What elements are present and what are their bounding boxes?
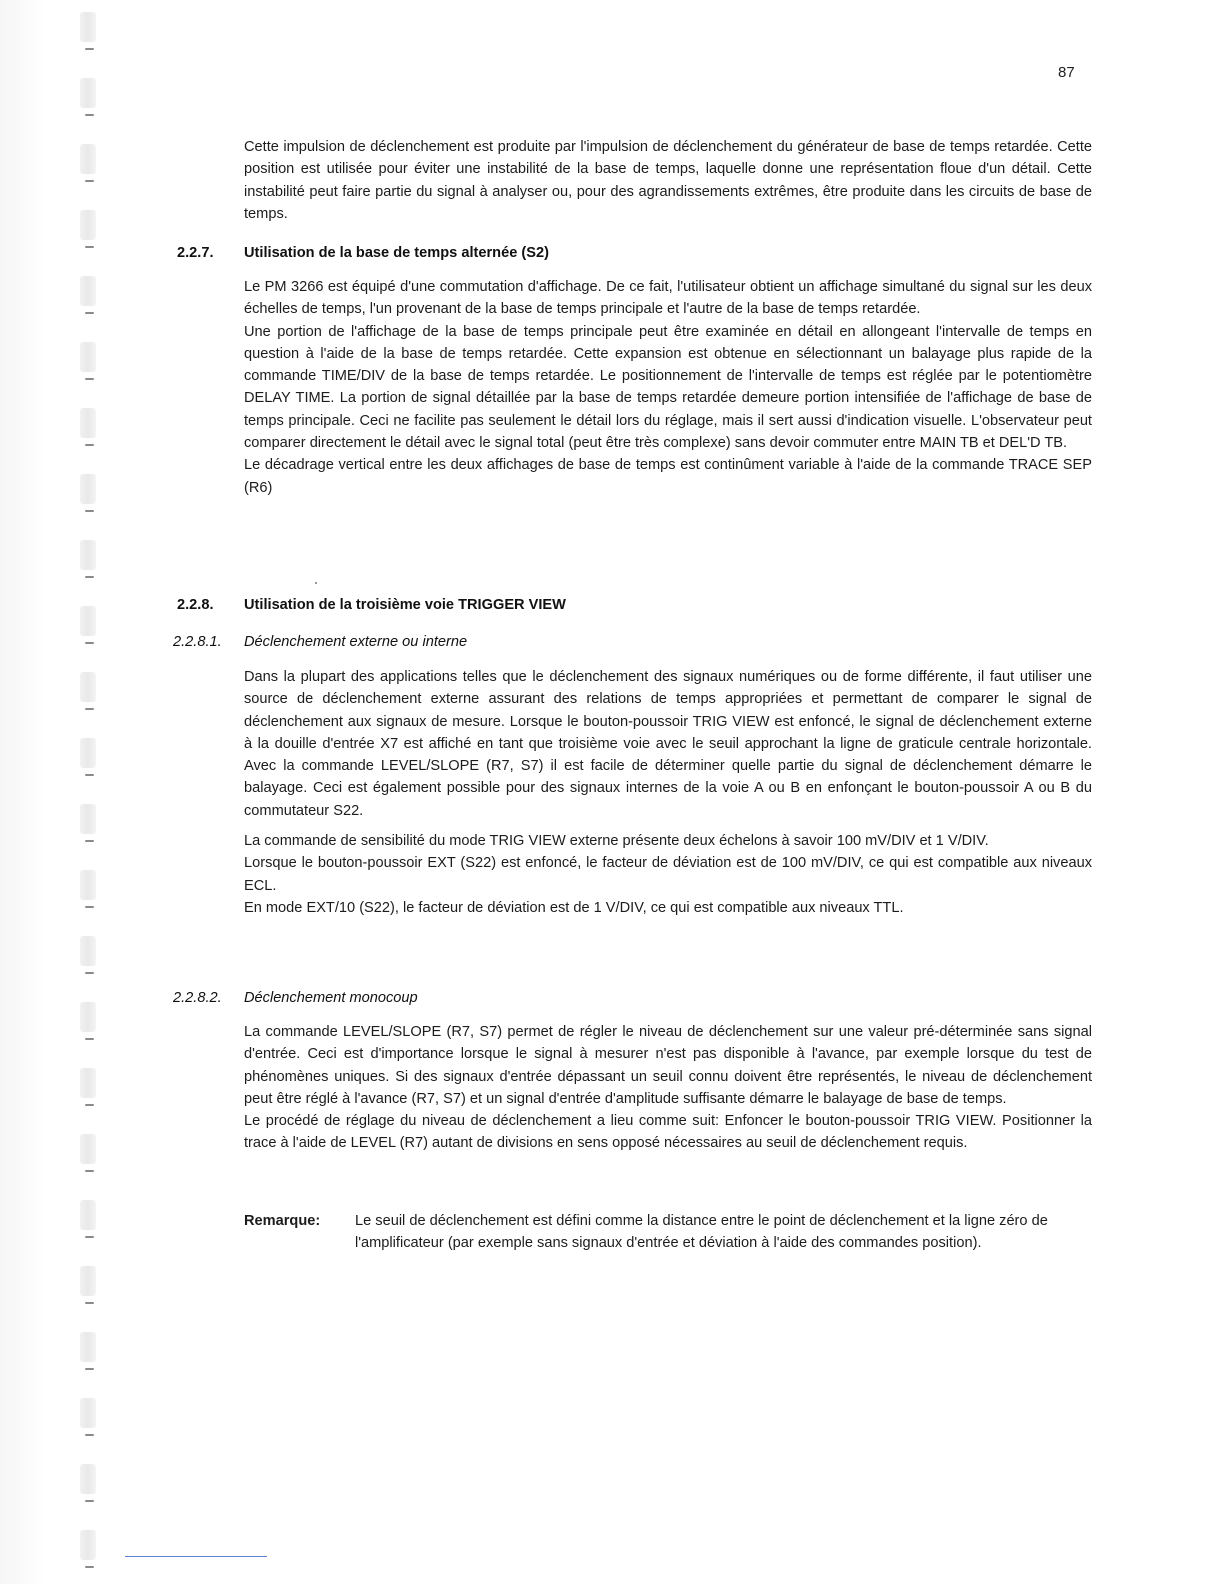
intro-paragraph <box>244 136 1092 225</box>
section-2-2-8-1-body <box>244 666 1092 919</box>
paragraph-text: Le décadrage vertical entre les deux affichages de base de temps est continûment variable à l'aide de la commande TRACE SEP (R6) <box>244 457 1092 496</box>
binder-hole <box>80 1398 96 1428</box>
subsection-heading-2-2-8-2 <box>173 990 418 1006</box>
section-heading-2-2-8 <box>177 597 566 613</box>
binder-hole <box>80 12 96 42</box>
binder-hole <box>80 1332 96 1362</box>
section-2-2-7-body <box>244 276 1092 499</box>
paragraph-text: Dans la plupart des applications telles que le déclenchement des signaux numériques ou de forme différente, il faut utiliser une source de déclenchement externe assurant des relations de temps appropriées et permettant de comparer le signal de déclenchement aux signaux de mesure. Lorsque le bouton-poussoir TRIG VIEW est enfoncé, le signal de déclenchement externe à la douille d'entrée X7 est affiché en tant que troisième voie avec le seuil approchant la ligne de graticule centrale horizontale. Avec la commande LEVEL/SLOPE (R7, S7) il est facile de déterminer quelle partie du signal de déclenchement démarre le balayage. Ceci est également possible pour des signaux internes de la voie A ou B en enfonçant le bouton-poussoir A ou B du commutateur S22. <box>244 669 1092 819</box>
binder-hole <box>80 1530 96 1560</box>
paragraph-text: Une portion de l'affichage de la base de temps principale peut être examinée en détail en allongeant l'intervalle de temps en question à l'aide de la base de temps retardée. Cette expansion est obtenue en sélectionnant un balayage plus rapide de la commande TIME/DIV de la base de temps retardée. Le positionnement de l'intervalle de temps est réglée par le potentiomètre DELAY TIME. La portion de signal détaillée par la base de temps retardée demeure portion intensifiée de l'affichage de base de temps principale. Ceci ne facilite pas seulement le détail lors du réglage, mais il sert aussi d'indication visuelle. L'observateur peut comparer directement le détail avec le signal total (peut être très complexe) sans devoir commuter entre MAIN TB et DEL'D TB. <box>244 323 1092 452</box>
remark-label: Remarque: <box>244 1213 321 1229</box>
section-title: Utilisation de la troisième voie TRIGGER VIEW <box>244 597 566 613</box>
section-2-2-8-2-body <box>244 1021 1092 1155</box>
binding-margin <box>0 0 46 1584</box>
binder-hole <box>80 606 96 636</box>
binder-hole <box>80 276 96 306</box>
binder-hole <box>80 474 96 504</box>
binder-hole <box>80 1464 96 1494</box>
section-heading-2-2-7 <box>177 245 549 261</box>
section-title: Utilisation de la base de temps alternée (S2) <box>244 245 549 261</box>
binder-hole <box>80 78 96 108</box>
subsection-number: 2.2.8.1. <box>173 634 222 650</box>
binder-hole <box>80 936 96 966</box>
binder-hole <box>80 1068 96 1098</box>
binder-hole <box>80 210 96 240</box>
binder-hole <box>80 408 96 438</box>
binder-hole <box>80 804 96 834</box>
footer-rule <box>125 1556 267 1557</box>
page-number: 87 <box>1058 64 1075 81</box>
subsection-title: Déclenchement monocoup <box>244 990 418 1006</box>
binder-hole <box>80 144 96 174</box>
binder-hole <box>80 1200 96 1230</box>
binder-hole <box>80 1002 96 1032</box>
paragraph-text: La commande de sensibilité du mode TRIG VIEW externe présente deux échelons à savoir 100 mV/DIV et 1 V/DIV. <box>244 833 989 850</box>
section-number: 2.2.7. <box>177 245 214 261</box>
remark-text: Le seuil de déclenchement est défini comme la distance entre le point de déclenchement et la ligne zéro de l'amplificateur (par exemple sans signaux d'entrée et déviation à l'aide des commandes position). <box>355 1213 1048 1252</box>
binder-hole <box>80 672 96 702</box>
paragraph-text: En mode EXT/10 (S22), le facteur de déviation est de 1 V/DIV, ce qui est compatible aux niveaux TTL. <box>244 899 904 916</box>
paragraph-text: Cette impulsion de déclenchement est produite par l'impulsion de déclenchement du générateur de base de temps retardée. Cette position est utilisée pour éviter une instabilité de la base de temps, laquelle donne une représentation floue d'un détail. Cette instabilité peut faire partie du signal à analyser ou, pour des agrandissements extrêmes, être produite dans les circuits de base de temps. <box>244 139 1092 222</box>
binder-hole <box>80 1266 96 1296</box>
binder-hole <box>80 738 96 768</box>
paragraph-text: La commande LEVEL/SLOPE (R7, S7) permet de régler le niveau de déclenchement sur une valeur pré-déterminée sans signal d'entrée. Ceci est d'importance lorsque le signal à mesurer n'est pas disponible à l'avance, par exemple lorsque du test de phénomènes uniques. Si des signaux d'entrée dépassant un seuil connu doivent être représentés, le niveau de déclenchement peut être réglé à l'avance (R7, S7) et un signal d'entrée d'amplitude suffisante démarre le balayage de base de temps. <box>244 1024 1092 1107</box>
subsection-heading-2-2-8-1 <box>173 634 467 650</box>
remark-note <box>244 1210 1092 1255</box>
binder-hole <box>80 870 96 900</box>
subsection-number: 2.2.8.2. <box>173 990 222 1006</box>
paragraph-text: Le procédé de réglage du niveau de déclenchement a lieu comme suit: Enfoncer le bouton-poussoir TRIG VIEW. Positionner la trace à l'aide de LEVEL (R7) autant de divisions en sens opposé nécessaires au seuil de déclenchement requis. <box>244 1113 1092 1152</box>
paragraph-text: Le PM 3266 est équipé d'une commutation d'affichage. De ce fait, l'utilisateur obtient un affichage simultané du signal sur les deux échelles de temps, l'un provenant de la base de temps principale et l'autre de la base de temps retardée. <box>244 279 1092 318</box>
scan-speck <box>315 582 317 584</box>
binder-hole <box>80 1134 96 1164</box>
binder-hole <box>80 540 96 570</box>
section-number: 2.2.8. <box>177 597 214 613</box>
paragraph-text: Lorsque le bouton-poussoir EXT (S22) est enfoncé, le facteur de déviation est de 100 mV/DIV, ce qui est compatible aux niveaux ECL. <box>244 855 1092 894</box>
subsection-title: Déclenchement externe ou interne <box>244 634 468 650</box>
binder-hole <box>80 342 96 372</box>
